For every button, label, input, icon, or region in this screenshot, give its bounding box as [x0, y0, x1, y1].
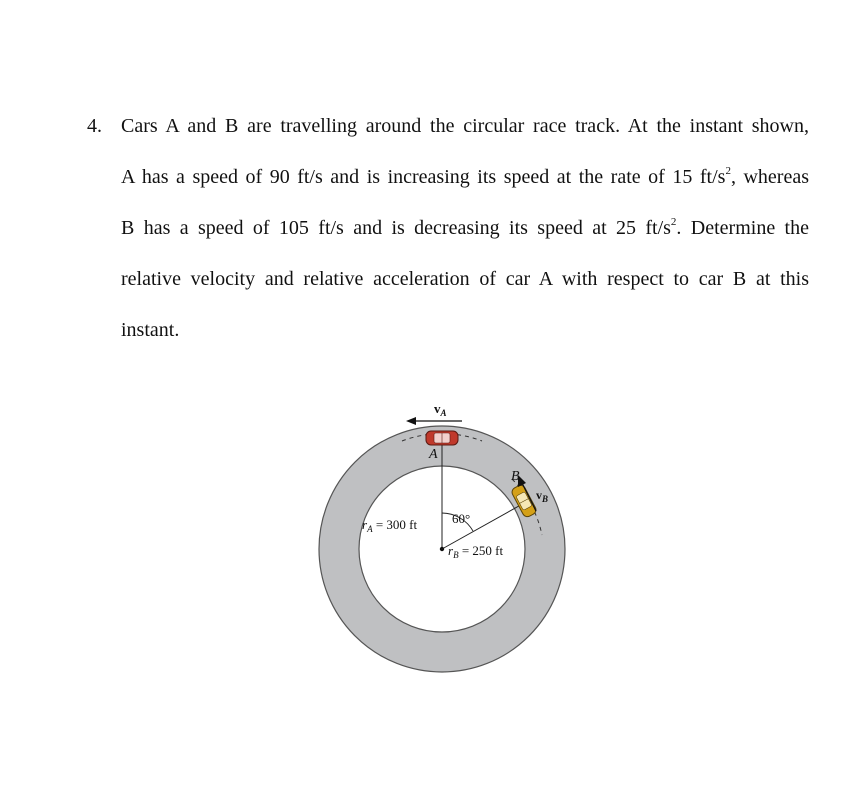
exponent: 2: [725, 165, 731, 177]
problem-text: [121, 101, 809, 356]
problem-line: instant.: [121, 319, 180, 341]
problem-line: Cars A and B are travelling around the circular race track. At the instant shown,: [121, 115, 809, 137]
label-angle: 60°: [452, 511, 471, 526]
label-rA: $r_A = 300$ ft: [362, 517, 418, 534]
label-A: A: [429, 447, 438, 462]
center-point: [440, 547, 444, 551]
car-A-icon: [426, 431, 458, 445]
velocity-A-arrow: [406, 417, 462, 425]
race-track-diagram: [306, 383, 582, 695]
problem-line: B has a speed of 105 ft/s and is decreasing its speed at 25 $ft/s^2$. Determine the: [121, 216, 809, 239]
problem-number: 4.: [87, 115, 102, 137]
label-vB: $v_B$: [536, 488, 549, 504]
label-rB: $r_B = 250$ ft: [448, 543, 504, 560]
label-B: B: [511, 469, 520, 484]
exponent: 2: [670, 216, 677, 228]
problem-line: relative velocity and relative acceleration of car A with respect to car B at this: [121, 268, 809, 290]
race-track-figure: [306, 383, 582, 695]
problem-line: A has a speed of 90 ft/s and is increasing its speed at the rate of 15 $ft/s^2$, whereas: [121, 165, 809, 188]
label-vA: $v_A$: [434, 401, 447, 418]
